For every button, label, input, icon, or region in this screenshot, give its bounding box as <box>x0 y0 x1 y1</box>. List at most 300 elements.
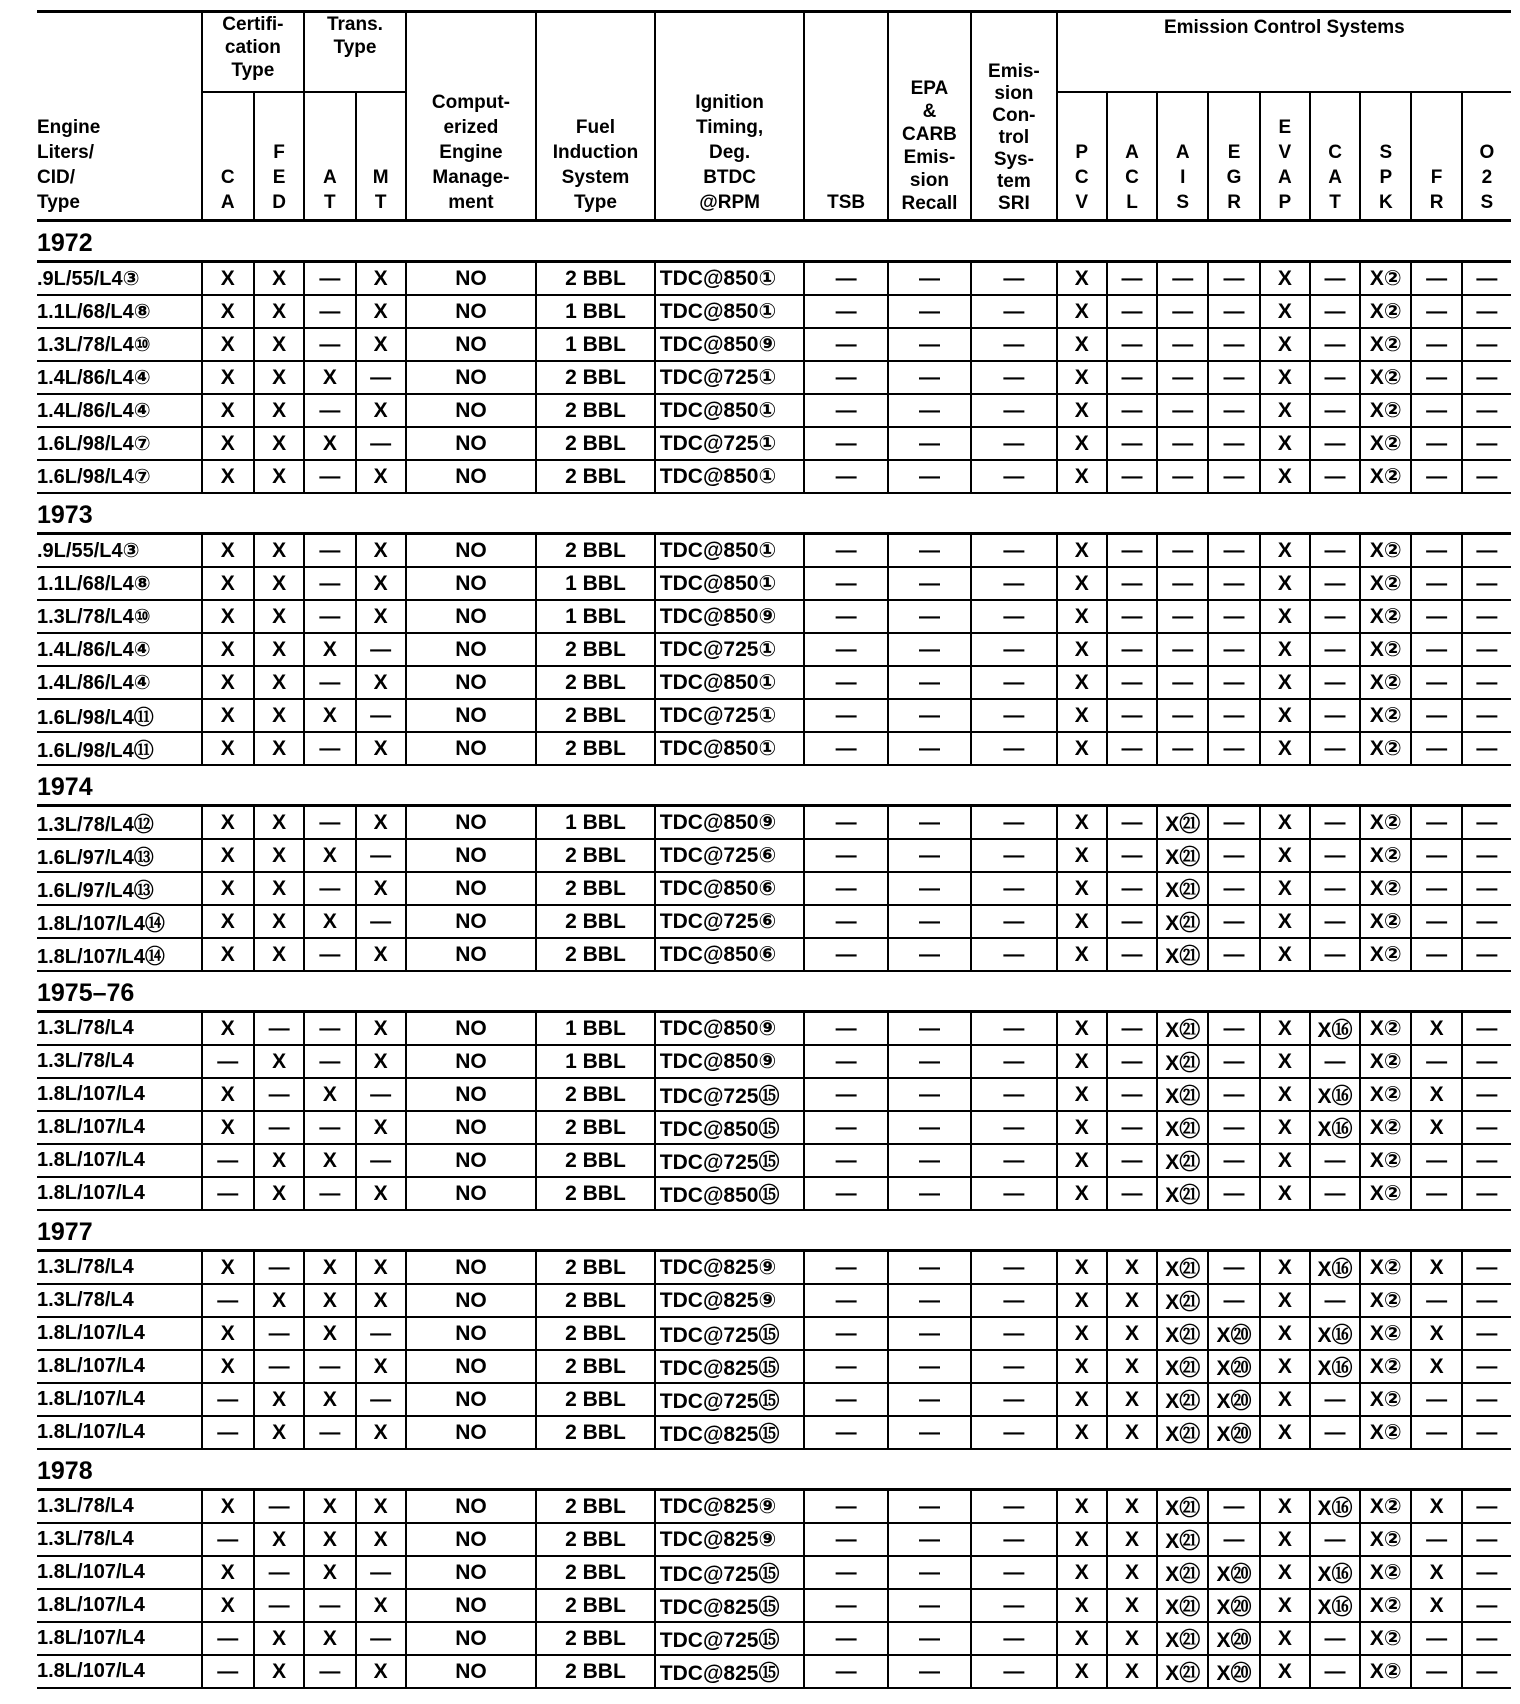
table-cell: — <box>1157 732 1208 765</box>
table-cell: X② <box>1360 905 1411 938</box>
ignition-timing-cell: TDC@725⑮ <box>655 1144 805 1177</box>
table-cell: — <box>1107 905 1157 938</box>
ignition-timing-cell: TDC@725⑮ <box>655 1078 805 1111</box>
table-cell: — <box>888 1251 971 1285</box>
table-cell: X <box>1057 905 1107 938</box>
table-cell: X <box>1057 600 1107 633</box>
table-cell: — <box>1107 938 1157 971</box>
table-cell: NO <box>406 1556 536 1589</box>
table-cell: — <box>1208 1012 1259 1046</box>
ignition-timing-cell: TDC@725⑮ <box>655 1383 805 1416</box>
table-cell: X⑳ <box>1208 1416 1259 1449</box>
table-cell: X <box>202 938 254 971</box>
table-cell: — <box>804 732 887 765</box>
fuel-induction-header: Fuel Induction System Type <box>536 12 655 221</box>
table-cell: — <box>971 1589 1057 1622</box>
table-cell: X <box>1260 732 1310 765</box>
table-cell: — <box>1462 460 1511 493</box>
table-cell: X㉑ <box>1157 1490 1208 1524</box>
table-cell: — <box>1411 1284 1461 1317</box>
engine-cell: 1.8L/107/L4 <box>37 1622 202 1655</box>
table-cell: X② <box>1360 1556 1411 1589</box>
table-cell: X <box>202 1012 254 1046</box>
table-cell: X <box>356 1523 406 1556</box>
table-cell: — <box>888 394 971 427</box>
table-cell: — <box>888 1317 971 1350</box>
table-cell: X㉑ <box>1157 1144 1208 1177</box>
table-cell: — <box>1462 394 1511 427</box>
table-cell: — <box>1107 872 1157 905</box>
egr-header: E G R <box>1208 92 1259 221</box>
table-cell: — <box>971 1490 1057 1524</box>
table-cell: — <box>804 905 887 938</box>
table-cell: — <box>804 1317 887 1350</box>
epa-carb-recall-header: EPA & CARB Emis- sion Recall <box>888 12 971 221</box>
engine-cell: 1.8L/107/L4 <box>37 1078 202 1111</box>
table-cell: — <box>1107 1177 1157 1210</box>
table-cell: — <box>971 1045 1057 1078</box>
table-cell: X <box>202 394 254 427</box>
table-cell: — <box>1462 905 1511 938</box>
engine-cell: 1.8L/107/L4 <box>37 1317 202 1350</box>
table-cell: X⑯ <box>1310 1589 1360 1622</box>
table-cell: — <box>1462 1383 1511 1416</box>
table-row <box>37 1622 1511 1655</box>
table-cell: — <box>1208 938 1259 971</box>
engine-cell: 1.3L/78/L4 <box>37 1284 202 1317</box>
table-cell: — <box>1462 666 1511 699</box>
table-cell: — <box>1310 262 1360 296</box>
table-cell: — <box>1107 460 1157 493</box>
table-cell: — <box>804 394 887 427</box>
ignition-timing-cell: TDC@850⑨ <box>655 1045 805 1078</box>
table-cell: — <box>1208 1045 1259 1078</box>
table-cell: — <box>304 806 355 840</box>
table-cell: X <box>1057 361 1107 394</box>
table-row <box>37 1251 1511 1285</box>
table-cell: — <box>1208 732 1259 765</box>
table-cell: — <box>1462 1111 1511 1144</box>
table-row <box>37 1111 1511 1144</box>
table-cell: — <box>971 1317 1057 1350</box>
table-cell: — <box>254 1317 304 1350</box>
table-cell: X <box>202 1589 254 1622</box>
table-cell: — <box>804 295 887 328</box>
table-cell: — <box>254 1589 304 1622</box>
table-cell: X <box>1260 1045 1310 1078</box>
table-cell: — <box>971 666 1057 699</box>
table-cell: X <box>1260 394 1310 427</box>
table-cell: NO <box>406 666 536 699</box>
table-cell: X㉑ <box>1157 872 1208 905</box>
table-cell: — <box>1310 460 1360 493</box>
table-cell: X <box>254 1622 304 1655</box>
table-cell: — <box>888 872 971 905</box>
table-cell: NO <box>406 938 536 971</box>
table-cell: X <box>1260 295 1310 328</box>
table-cell: NO <box>406 1589 536 1622</box>
table-cell: — <box>1310 394 1360 427</box>
table-cell: 2 BBL <box>536 1589 655 1622</box>
table-cell: X <box>304 1523 355 1556</box>
table-cell: — <box>804 567 887 600</box>
table-cell: — <box>1208 806 1259 840</box>
table-cell: — <box>888 427 971 460</box>
table-cell: X㉑ <box>1157 1111 1208 1144</box>
table-cell: — <box>971 1012 1057 1046</box>
table-cell: X <box>254 699 304 732</box>
table-cell: 1 BBL <box>536 1012 655 1046</box>
table-cell: — <box>1107 567 1157 600</box>
table-cell: X <box>1107 1416 1157 1449</box>
table-cell: — <box>304 1177 355 1210</box>
table-cell: — <box>1208 1523 1259 1556</box>
table-cell: — <box>1462 938 1511 971</box>
table-cell: X② <box>1360 1383 1411 1416</box>
table-cell: X <box>254 1416 304 1449</box>
table-cell: — <box>356 839 406 872</box>
table-cell: — <box>202 1144 254 1177</box>
table-row <box>37 1655 1511 1688</box>
table-cell: X <box>1260 872 1310 905</box>
table-cell: X <box>1057 1416 1107 1449</box>
table-cell: — <box>888 699 971 732</box>
table-cell: — <box>1157 427 1208 460</box>
table-cell: X② <box>1360 1317 1411 1350</box>
table-cell: — <box>888 806 971 840</box>
table-cell: — <box>971 633 1057 666</box>
table-cell: — <box>254 1078 304 1111</box>
table-cell: X <box>356 328 406 361</box>
table-cell: — <box>1208 633 1259 666</box>
table-cell: 2 BBL <box>536 1416 655 1449</box>
table-cell: — <box>1208 666 1259 699</box>
table-cell: X <box>1107 1350 1157 1383</box>
table-cell: X <box>202 262 254 296</box>
table-cell: X② <box>1360 1177 1411 1210</box>
table-cell: NO <box>406 394 536 427</box>
table-cell: — <box>971 1350 1057 1383</box>
table-cell: X <box>1057 460 1107 493</box>
table-cell: — <box>888 567 971 600</box>
table-cell: X <box>356 872 406 905</box>
table-row <box>37 1045 1511 1078</box>
table-row <box>37 839 1511 872</box>
table-cell: X <box>1260 1012 1310 1046</box>
table-cell: X <box>202 1078 254 1111</box>
table-row <box>37 1144 1511 1177</box>
table-cell: — <box>971 732 1057 765</box>
table-cell: — <box>356 699 406 732</box>
emission-spec-table <box>37 10 1511 1689</box>
table-cell: X <box>202 328 254 361</box>
table-cell: — <box>888 666 971 699</box>
table-cell: — <box>356 1383 406 1416</box>
table-cell: NO <box>406 1350 536 1383</box>
table-cell: 2 BBL <box>536 394 655 427</box>
table-cell: X㉑ <box>1157 839 1208 872</box>
table-cell: NO <box>406 262 536 296</box>
table-cell: — <box>971 1622 1057 1655</box>
model-year: 1977 <box>37 1210 1511 1251</box>
table-cell: X <box>304 1490 355 1524</box>
table-cell: — <box>1310 666 1360 699</box>
table-cell: 1 BBL <box>536 295 655 328</box>
table-cell: — <box>888 1111 971 1144</box>
table-cell: X <box>254 633 304 666</box>
table-cell: X <box>356 394 406 427</box>
table-cell: — <box>888 938 971 971</box>
table-cell: NO <box>406 1523 536 1556</box>
table-cell: — <box>1310 1416 1360 1449</box>
table-cell: X⑳ <box>1208 1589 1259 1622</box>
table-cell: — <box>1411 633 1461 666</box>
table-cell: — <box>971 1284 1057 1317</box>
table-cell: X <box>1057 1622 1107 1655</box>
table-cell: — <box>1310 427 1360 460</box>
table-cell: — <box>1157 328 1208 361</box>
table-cell: — <box>1107 262 1157 296</box>
table-cell: — <box>356 1078 406 1111</box>
table-cell: X <box>356 1177 406 1210</box>
table-cell: — <box>971 567 1057 600</box>
table-cell: — <box>1462 633 1511 666</box>
table-cell: X <box>1411 1078 1461 1111</box>
table-cell: 2 BBL <box>536 1144 655 1177</box>
table-cell: 2 BBL <box>536 361 655 394</box>
table-cell: X② <box>1360 1284 1411 1317</box>
table-cell: — <box>1462 1078 1511 1111</box>
fr-header: F R <box>1411 92 1461 221</box>
table-cell: — <box>1208 534 1259 568</box>
table-cell: — <box>1310 567 1360 600</box>
table-cell: — <box>888 1655 971 1688</box>
table-cell: — <box>804 1045 887 1078</box>
table-cell: X② <box>1360 1078 1411 1111</box>
ignition-timing-cell: TDC@850① <box>655 534 805 568</box>
table-cell: — <box>888 1177 971 1210</box>
engine-cell: 1.8L/107/L4 <box>37 1111 202 1144</box>
table-cell: — <box>1462 1045 1511 1078</box>
engine-cell: 1.6L/98/L4⑦ <box>37 427 202 460</box>
table-cell: X② <box>1360 600 1411 633</box>
ignition-timing-cell: TDC@725⑥ <box>655 839 805 872</box>
table-cell: X <box>1057 1655 1107 1688</box>
table-cell: X② <box>1360 633 1411 666</box>
table-cell: — <box>1411 460 1461 493</box>
emission-spec-table-wrapper <box>37 10 1511 1689</box>
table-cell: X <box>356 1655 406 1688</box>
table-cell: X <box>1057 806 1107 840</box>
table-cell: X <box>1260 1111 1310 1144</box>
table-cell: X㉑ <box>1157 905 1208 938</box>
table-cell: X <box>356 534 406 568</box>
table-cell: — <box>804 699 887 732</box>
table-cell: — <box>1208 1144 1259 1177</box>
model-year: 1973 <box>37 493 1511 534</box>
model-year: 1975–76 <box>37 971 1511 1012</box>
table-cell: X <box>304 1383 355 1416</box>
engine-cell: .9L/55/L4③ <box>37 262 202 296</box>
table-cell: — <box>202 1416 254 1449</box>
table-cell: X② <box>1360 1045 1411 1078</box>
ignition-timing-cell: TDC@850⑨ <box>655 1012 805 1046</box>
table-cell: — <box>1107 328 1157 361</box>
engine-cell: 1.6L/97/L4⑬ <box>37 872 202 905</box>
table-cell: — <box>1157 262 1208 296</box>
table-cell: X <box>254 262 304 296</box>
table-cell: — <box>1310 633 1360 666</box>
table-cell: X <box>1057 567 1107 600</box>
table-cell: — <box>1411 839 1461 872</box>
ignition-timing-cell: TDC@725⑮ <box>655 1622 805 1655</box>
table-cell: — <box>304 567 355 600</box>
table-cell: — <box>804 1589 887 1622</box>
o2s-header: O 2 S <box>1462 92 1511 221</box>
year-row <box>37 221 1511 262</box>
table-cell: X <box>356 1284 406 1317</box>
table-cell: — <box>888 1523 971 1556</box>
table-cell: X② <box>1360 699 1411 732</box>
table-cell: NO <box>406 1622 536 1655</box>
table-cell: — <box>888 1556 971 1589</box>
engine-cell: 1.3L/78/L4 <box>37 1490 202 1524</box>
table-cell: X㉑ <box>1157 1251 1208 1285</box>
table-row <box>37 1284 1511 1317</box>
table-row <box>37 534 1511 568</box>
table-cell: NO <box>406 872 536 905</box>
table-cell: X <box>1260 534 1310 568</box>
table-cell: — <box>1107 361 1157 394</box>
table-row <box>37 1177 1511 1210</box>
table-cell: NO <box>406 1045 536 1078</box>
table-row <box>37 905 1511 938</box>
table-cell: 2 BBL <box>536 1350 655 1383</box>
table-cell: — <box>1462 1490 1511 1524</box>
table-cell: — <box>1411 1523 1461 1556</box>
table-cell: NO <box>406 460 536 493</box>
table-cell: X <box>1260 262 1310 296</box>
table-cell: X <box>1411 1251 1461 1285</box>
table-row <box>37 806 1511 840</box>
table-cell: — <box>1157 600 1208 633</box>
table-cell: — <box>971 806 1057 840</box>
table-cell: — <box>804 1556 887 1589</box>
table-cell: — <box>804 938 887 971</box>
table-cell: X <box>1260 1078 1310 1111</box>
table-cell: X <box>202 699 254 732</box>
ignition-timing-cell: TDC@725① <box>655 633 805 666</box>
table-cell: X <box>1057 1383 1107 1416</box>
table-cell: X <box>1057 1589 1107 1622</box>
table-cell: X <box>1260 1416 1310 1449</box>
table-cell: NO <box>406 1416 536 1449</box>
table-cell: X <box>202 839 254 872</box>
year-row <box>37 971 1511 1012</box>
table-cell: — <box>304 1045 355 1078</box>
table-cell: — <box>202 1523 254 1556</box>
table-cell: — <box>254 1111 304 1144</box>
table-cell: X② <box>1360 872 1411 905</box>
table-cell: X <box>1057 1350 1107 1383</box>
table-cell: NO <box>406 1251 536 1285</box>
table-cell: X <box>202 460 254 493</box>
table-cell: X <box>1057 699 1107 732</box>
table-row <box>37 1490 1511 1524</box>
table-cell: X <box>1107 1317 1157 1350</box>
table-cell: — <box>804 1490 887 1524</box>
table-cell: X⑳ <box>1208 1556 1259 1589</box>
table-cell: X② <box>1360 567 1411 600</box>
ignition-timing-cell: TDC@850⑥ <box>655 872 805 905</box>
table-cell: X⑯ <box>1310 1490 1360 1524</box>
table-cell: 2 BBL <box>536 262 655 296</box>
table-cell: X <box>202 567 254 600</box>
table-cell: X <box>1107 1284 1157 1317</box>
table-row <box>37 1556 1511 1589</box>
table-cell: — <box>1462 806 1511 840</box>
table-row <box>37 1589 1511 1622</box>
table-cell: X <box>356 460 406 493</box>
table-cell: — <box>202 1177 254 1210</box>
table-cell: — <box>1107 427 1157 460</box>
table-cell: X② <box>1360 328 1411 361</box>
computerized-engine-management-header: Comput- erized Engine Manage- ment <box>406 12 536 221</box>
table-cell: X <box>202 534 254 568</box>
table-cell: — <box>888 1045 971 1078</box>
table-cell: — <box>888 905 971 938</box>
table-cell: — <box>804 872 887 905</box>
engine-cell: 1.3L/78/L4⑩ <box>37 328 202 361</box>
table-cell: — <box>888 328 971 361</box>
table-cell: X② <box>1360 295 1411 328</box>
table-cell: X <box>254 1523 304 1556</box>
table-cell: X <box>1260 1655 1310 1688</box>
table-cell: — <box>202 1045 254 1078</box>
table-cell: — <box>202 1655 254 1688</box>
table-cell: — <box>971 1523 1057 1556</box>
table-cell: X <box>1411 1350 1461 1383</box>
table-cell: X <box>1057 1490 1107 1524</box>
table-cell: NO <box>406 567 536 600</box>
ignition-timing-cell: TDC@850① <box>655 295 805 328</box>
table-cell: X <box>202 1556 254 1589</box>
table-cell: X <box>1057 938 1107 971</box>
table-cell: X㉑ <box>1157 1655 1208 1688</box>
table-cell: X <box>254 1144 304 1177</box>
table-cell: X <box>1107 1490 1157 1524</box>
table-cell: — <box>304 394 355 427</box>
table-cell: X <box>1260 699 1310 732</box>
table-cell: X <box>1057 534 1107 568</box>
table-cell: — <box>1208 1078 1259 1111</box>
table-cell: — <box>304 1350 355 1383</box>
table-cell: X <box>202 1111 254 1144</box>
table-cell: 2 BBL <box>536 1383 655 1416</box>
table-cell: — <box>971 872 1057 905</box>
table-cell: X <box>304 1078 355 1111</box>
table-cell: X⑳ <box>1208 1622 1259 1655</box>
table-cell: — <box>304 666 355 699</box>
table-cell: X② <box>1360 806 1411 840</box>
table-cell: X② <box>1360 1251 1411 1285</box>
table-cell: — <box>1411 262 1461 296</box>
table-cell: X㉑ <box>1157 1177 1208 1210</box>
table-cell: X② <box>1360 460 1411 493</box>
table-row <box>37 699 1511 732</box>
table-cell: — <box>804 460 887 493</box>
table-cell: X <box>356 295 406 328</box>
